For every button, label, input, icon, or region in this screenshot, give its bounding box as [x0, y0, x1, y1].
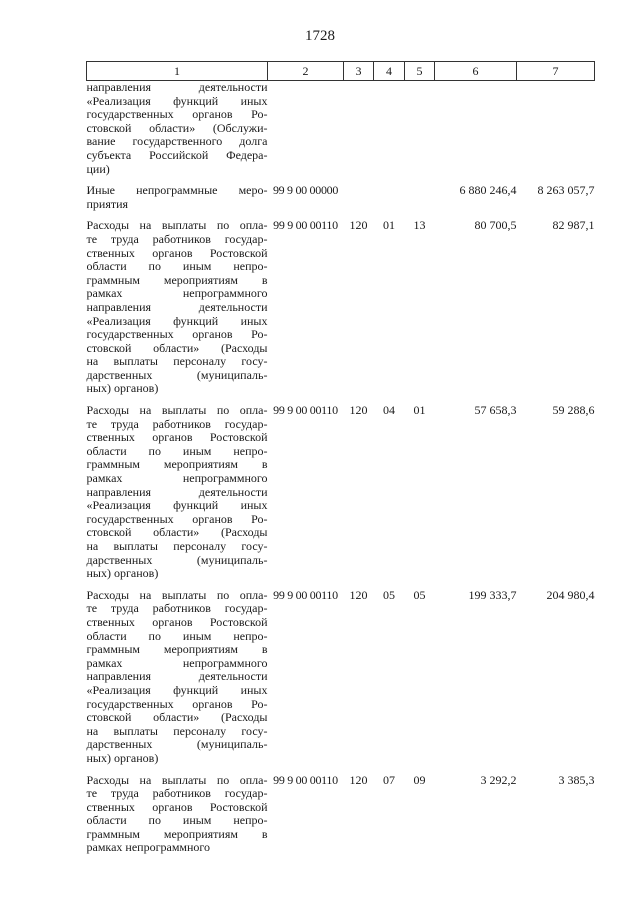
description-line: государственных органов Ро- — [86, 696, 268, 711]
description-line: направления деятельности — [86, 669, 268, 684]
row-description — [87, 404, 268, 581]
expense-type-code — [344, 81, 374, 177]
table-row — [87, 219, 595, 396]
row-description — [87, 219, 268, 396]
amount-year-1: 80 700,5 — [474, 218, 517, 233]
description-line: рамках непрограммного — [86, 286, 268, 301]
amount-year-2: 3 385,3 — [558, 772, 595, 787]
description-line: государственных органов Ро- — [86, 511, 268, 526]
amount-year-2 — [517, 81, 595, 177]
table-row — [87, 184, 595, 211]
section-code: 07 — [383, 772, 395, 787]
description-line: ции) — [86, 161, 110, 176]
budget-table — [86, 61, 595, 855]
table-header-row — [87, 62, 595, 81]
amount-year-1: 57 658,3 — [474, 403, 517, 418]
description-line: стовской области» (Расходы — [86, 525, 268, 540]
description-line: граммным мероприятиям в — [86, 457, 268, 472]
description-line: направления деятельности — [86, 80, 268, 94]
expense-type-code: 120 — [349, 218, 368, 233]
section-code — [374, 184, 405, 211]
amount-year-1: 199 333,7 — [468, 587, 517, 602]
description-line: области по иным непро- — [86, 259, 268, 274]
description-line: Иные непрограммные меро- — [86, 183, 268, 198]
description-line: рамках непрограммного — [86, 471, 268, 486]
description-line: ственных органов Ростовской — [86, 799, 268, 814]
amount-year-2: 59 288,6 — [552, 403, 595, 418]
description-line: стовской области» (Расходы — [86, 710, 268, 725]
subsection-code: 05 — [413, 587, 426, 602]
amount-year-1: 6 880 246,4 — [459, 183, 517, 198]
description-line: области по иным непро- — [86, 813, 268, 828]
description-line: государственных органов Ро- — [86, 327, 268, 342]
row-description — [87, 774, 268, 856]
subsection-code: 13 — [413, 218, 426, 233]
description-line: приятия — [86, 196, 129, 211]
description-line: те труда работников государ- — [86, 601, 268, 616]
subsection-code: 09 — [413, 772, 426, 787]
description-line: те труда работников государ- — [86, 786, 268, 801]
description-line: ных) органов) — [86, 566, 159, 581]
description-line: области по иным непро- — [86, 628, 268, 643]
target-code: 99 9 00 00110 — [273, 772, 338, 787]
description-line: те труда работников государ- — [86, 416, 268, 431]
section-code — [374, 81, 405, 177]
description-line: «Реализация функций иных — [86, 93, 268, 108]
description-line: ственных органов Ростовской — [86, 614, 268, 629]
target-code: 99 9 00 00110 — [273, 403, 338, 418]
description-line: рамках непрограммного — [86, 655, 268, 670]
target-code: 99 9 00 00110 — [273, 218, 338, 233]
description-line: «Реализация функций иных — [86, 313, 268, 328]
subsection-code: 01 — [413, 403, 426, 418]
description-line: на выплаты персоналу госу- — [86, 539, 268, 553]
description-line: на выплаты персоналу госу- — [86, 723, 268, 738]
amount-year-1 — [435, 81, 517, 177]
description-line: государственных органов Ро- — [86, 107, 268, 122]
description-line: ственных органов Ростовской — [86, 245, 268, 260]
section-code: 01 — [383, 218, 395, 233]
description-line: дарственных (муниципаль- — [86, 737, 268, 752]
description-line: направления деятельности — [86, 484, 268, 499]
section-code: 05 — [383, 587, 395, 602]
column-header: 1 — [87, 62, 268, 81]
column-header: 6 — [435, 62, 517, 81]
description-line: субъекта Российской Федера- — [86, 147, 268, 162]
page-number: 1728 — [305, 28, 335, 44]
description-line: стовской области» (Обслужи- — [86, 120, 268, 135]
subsection-code — [405, 184, 435, 211]
description-line: те труда работников государ- — [86, 231, 268, 246]
description-line: Расходы на выплаты по опла- — [86, 218, 268, 233]
column-header: 7 — [517, 62, 595, 81]
column-header: 4 — [374, 62, 405, 81]
amount-year-2: 204 980,4 — [546, 587, 595, 602]
description-line: граммным мероприятиям в — [86, 642, 268, 657]
target-code: 99 9 00 00000 — [272, 183, 339, 198]
description-line: «Реализация функций иных — [86, 498, 268, 513]
expense-type-code: 120 — [349, 587, 368, 602]
amount-year-1: 3 292,2 — [480, 772, 517, 787]
column-header: 3 — [344, 62, 374, 81]
description-line: «Реализация функций иных — [86, 682, 268, 697]
target-code: 99 9 00 00110 — [273, 587, 338, 602]
amount-year-2: 82 987,1 — [552, 218, 595, 233]
column-header: 5 — [405, 62, 435, 81]
description-line: дарственных (муниципаль- — [86, 552, 268, 567]
description-line: стовской области» (Расходы — [86, 340, 268, 355]
row-description — [87, 81, 268, 177]
description-line: граммным мероприятиям в — [86, 272, 268, 287]
description-line: направления деятельности — [86, 299, 268, 314]
row-description — [87, 184, 268, 211]
table-row — [87, 774, 595, 856]
section-code: 04 — [383, 403, 395, 418]
description-line: ных) органов) — [86, 750, 159, 765]
table-row — [87, 404, 595, 581]
column-header: 2 — [268, 62, 344, 81]
expense-type-code: 120 — [349, 772, 368, 787]
description-line: ственных органов Ростовской — [86, 430, 268, 445]
table-row — [87, 81, 595, 177]
description-line: ных) органов) — [86, 381, 159, 396]
subsection-code — [405, 81, 435, 177]
row-description — [87, 589, 268, 766]
description-line: на выплаты персоналу госу- — [86, 354, 268, 369]
description-line: Расходы на выплаты по опла- — [86, 587, 268, 602]
description-line: Расходы на выплаты по опла- — [86, 772, 268, 787]
table-row — [87, 589, 595, 766]
target-code — [268, 81, 344, 177]
description-line: дарственных (муниципаль- — [86, 367, 268, 382]
description-line: граммным мероприятиям в — [86, 826, 268, 841]
description-line: рамках непрограммного — [86, 840, 211, 855]
expense-type-code: 120 — [349, 403, 368, 418]
description-line: области по иным непро- — [86, 443, 268, 458]
description-line: Расходы на выплаты по опла- — [86, 403, 268, 418]
amount-year-2: 8 263 057,7 — [537, 183, 595, 198]
table-body — [87, 81, 595, 856]
description-line: вание государственного долга — [86, 134, 268, 149]
expense-type-code — [344, 184, 374, 211]
